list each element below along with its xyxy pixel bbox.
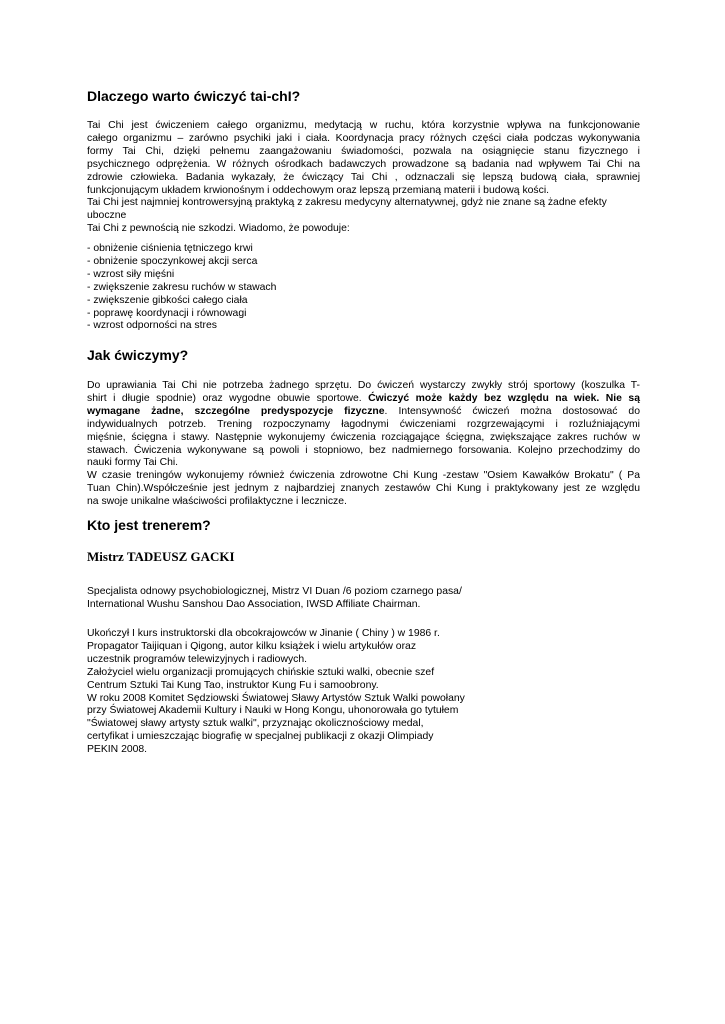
paragraph-line: na swoje unikalne właściwości profilaktyczne i lecznicze. [87, 496, 347, 508]
trainer-intro [87, 586, 640, 612]
how-paragraph [87, 380, 640, 509]
paragraph-line: stawach. Ćwiczenia wykonywane są powoli i stopniowo, bez nadmiernego forsowania. Kolejno przechodzimy do [87, 444, 640, 456]
list-item: - poprawę koordynacji i równowagi [87, 307, 247, 319]
paragraph-line: Centrum Sztuki Tai Kung Tao, instruktor Kung Fu i samoobrony. [87, 679, 379, 691]
paragraph-line: formy Tai Chi, dzięki pełnemu zaangażowaniu świadomości, pozwala na osiągnięcie stanu fizycznego i [87, 145, 640, 157]
section-heading-trainer: Kto jest trenerem? [87, 517, 211, 533]
paragraph-line: Ukończył I kurs instruktorski dla obcokrajowców w Jinanie ( Chiny ) w 1986 r. [87, 628, 440, 639]
paragraph-line: uboczne [87, 210, 127, 222]
paragraph-line: Tai Chi z pewnością nie szkodzi. Wiadomo, że powoduje: [87, 223, 350, 235]
list-item: - obniżenie ciśnienia tętniczego krwi [87, 243, 253, 254]
paragraph-text: . Intensywność ćwiczeń można dostosować do [384, 405, 640, 417]
bold-text: Ćwiczyć może każdy bez względu na wiek. Nie są [368, 392, 640, 404]
list-item: - obniżenie spoczynkowej akcji serca [87, 255, 258, 267]
paragraph-text: shirt i długie spodnie) oraz wygodne obuwie sportowe. [87, 392, 369, 404]
trainer-bio [87, 628, 640, 757]
paragraph-line: certyfikat i umieszczając biografię w specjalnej publikacji z okazji Olimpiady [87, 731, 434, 743]
list-item: - zwiększenie zakresu ruchów w stawach [87, 281, 277, 293]
trainer-name: Mistrz TADEUSZ GACKI [87, 549, 235, 564]
paragraph-line: International Wushu Sanshou Dao Association, IWSD Affiliate Chairman. [87, 598, 421, 610]
paragraph-line: Tuan Chin).Współcześnie jest jednym z najbardziej znanych zestawów Chi Kung i praktykowany jest ze względu [87, 483, 640, 495]
paragraph-line: psychicznego odprężenia. W różnych ośrodkach badawczych prowadzone są badania nad wpływem Tai Chi na [87, 158, 640, 170]
paragraph-line: W roku 2008 Komitet Sędziowski Światowej Sławy Artystów Sztuk Walki powołany [87, 692, 465, 704]
paragraph-line: Propagator Taijiquan i Qigong, autor kilku książek i wielu artykułów oraz [87, 640, 417, 652]
benefits-list [87, 243, 640, 333]
paragraph-line: indywidualnych potrzeb. Trening rozpoczynamy łagodnymi ćwiczeniami rozgrzewającymi i rozluźniającymi [87, 418, 640, 430]
paragraph-line [87, 393, 640, 406]
paragraph-line: Założyciel wielu organizacji promujących chińskie sztuki walki, obecnie szef [87, 666, 435, 678]
paragraph-line [87, 406, 640, 419]
list-item: - wzrost siły mięśni [87, 268, 175, 280]
paragraph-line: Tai Chi jest ćwiczeniem całego organizmu, medytacją w ruchu, która korzystnie wpływa na funkcjonowanie [87, 120, 640, 131]
paragraph-line: mięśnie, ścięgna i stawy. Następnie wykonujemy ćwiczenia rozciągające ścięgna, zwiększające zakres ruchów w [87, 431, 640, 443]
paragraph-line: "Światowej sławy artysty sztuk walki", przyznając okolicznościowy medal, [87, 718, 424, 730]
section-heading-why: Dlaczego warto ćwiczyć tai-chI? [87, 88, 301, 104]
paragraph-line: nauki formy Tai Chi. [87, 457, 179, 469]
paragraph-line: W czasie treningów wykonujemy również ćwiczenia zdrowotne Chi Kung -zestaw "Osiem Kawałków Brokatu" ( Pa [87, 470, 640, 482]
why-paragraph [87, 120, 640, 236]
list-item: - zwiększenie gibkości całego ciała [87, 294, 248, 306]
paragraph-line: Tai Chi jest najmniej kontrowersyjną praktyką z zakresu medycyny alternatywnej, gdyż nie znane są żadne efekty [87, 197, 607, 209]
paragraph-line: uczestnik programów telewizyjnych i radiowych. [87, 653, 308, 665]
paragraph-line: Do uprawiania Tai Chi nie potrzeba żadnego sprzętu. Do ćwiczeń wystarczy zwykły strój sportowy (koszulka T- [87, 380, 640, 391]
list-item: - wzrost odporności na stres [87, 320, 217, 332]
paragraph-line: funkcjonującym układem krwionośnym i oddechowym oraz lepszą przemianą materii i budową kości. [87, 184, 550, 196]
paragraph-line: przy Światowej Akademii Kultury i Nauki w Hong Kongu, uhonorowała go tytułem [87, 705, 459, 717]
paragraph-line: Specjalista odnowy psychobiologicznej, Mistrz VI Duan /6 poziom czarnego pasa/ [87, 586, 462, 597]
paragraph-line: PEKIN 2008. [87, 744, 148, 756]
bold-text: wymagane żadne, szczególne predyspozycje fizyczne [87, 405, 385, 417]
paragraph-line: zdrowie człowieka. Badania wykazały, że ćwiczący Tai Chi , odznaczali się lepszą budową ciała, sprawniej [87, 171, 640, 183]
section-heading-how: Jak ćwiczymy? [87, 347, 189, 363]
paragraph-line: całego organizmu – zarówno psychiki jaki i ciała. Koordynacja pracy różnych części ciała podczas wykonywania [87, 132, 640, 144]
